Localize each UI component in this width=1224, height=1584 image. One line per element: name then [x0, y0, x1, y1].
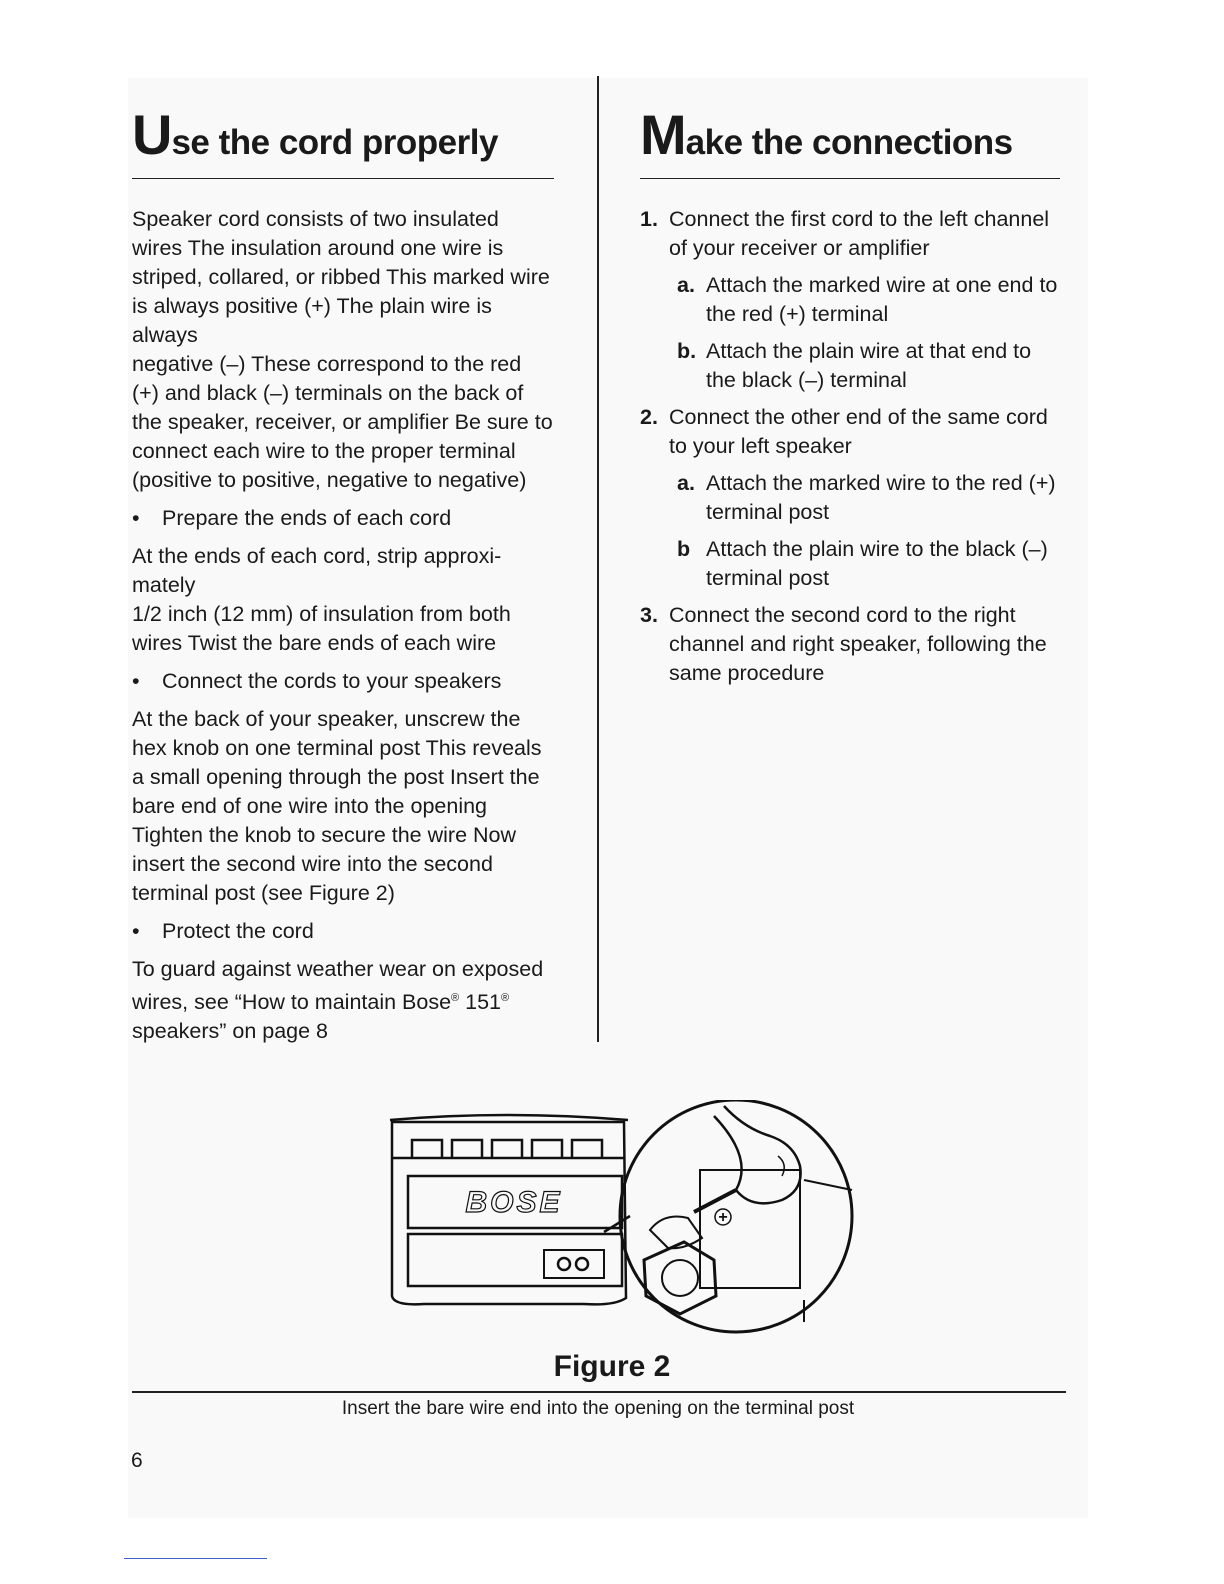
bullet-dot: •: [132, 919, 140, 943]
left-heading-text: se the cord properly: [171, 123, 498, 162]
left-body: [132, 205, 554, 1046]
step-1a: a. Attach the marked wire at one end to the red (+) terminal: [677, 273, 1058, 326]
bullet-prepare: [132, 504, 554, 533]
left-column: [132, 103, 554, 1046]
right-heading: [640, 103, 1060, 179]
intro-paragraph-1: Speaker cord consists of two insulated wires The insulation around one wire is striped, collared, or ribbed This marked wire is always positive (+) The plain wire is always: [132, 207, 550, 347]
right-heading-initial: M: [640, 103, 686, 166]
connection-steps: [640, 205, 1060, 688]
bullet-prepare-label: Prepare the ends of each cord: [162, 506, 452, 530]
bullet-protect-label: Protect the cord: [162, 919, 314, 943]
figure-title: Figure 2: [553, 1350, 671, 1383]
figure-illustration: [384, 1100, 864, 1340]
bose-logo: BOSE: [465, 1186, 563, 1219]
hex-knob: [644, 1242, 716, 1314]
bullet-dot: •: [132, 669, 140, 693]
intro-paragraph-2: negative (–) These correspond to the red (+) and black (–) terminals on the back of the speaker, receiver, or amplifier Be sure to connect each wire to the proper terminal (positive to positive, negative to negative): [132, 352, 553, 492]
step-3: 3. Connect the second cord to the right channel and right speaker, following the same procedure: [640, 603, 1047, 685]
page-number: 6: [131, 1449, 143, 1472]
prepare-text-1: At the ends of each cord, strip approxi-mately: [132, 544, 502, 597]
left-heading-initial: U: [132, 103, 172, 166]
bullet-connect: [132, 667, 554, 696]
speaker-top-tabs: [412, 1140, 602, 1158]
figure-caption: Insert the bare wire end into the opening on the terminal post: [341, 1398, 855, 1419]
magnifier-circle: [620, 1100, 852, 1332]
step-1: 1. Connect the first cord to the left channel of your receiver or amplifier: [640, 207, 1050, 260]
terminal-plate: [544, 1250, 604, 1278]
step-2: 2. Connect the other end of the same cord to your left speaker: [640, 405, 1048, 458]
bottom-link-underline: [124, 1558, 267, 1559]
bullet-dot: •: [132, 506, 140, 530]
figure-divider: [132, 1391, 1066, 1393]
protect-text: To guard against weather wear on exposed wires, see “How to maintain Bose® 151® speakers” on page 8: [132, 957, 544, 1044]
right-heading-text: ake the connections: [685, 123, 1013, 162]
right-column: [640, 103, 1060, 696]
bullet-connect-label: Connect the cords to your speakers: [162, 669, 502, 693]
step-1b: b. Attach the plain wire at that end to the black (–) terminal: [677, 339, 1032, 392]
connect-text: At the back of your speaker, unscrew the hex knob on one terminal post This reveals a small opening through the post Insert the bare end of one wire into the opening Tighten the knob to secure the wire Now insert the second wire into the second terminal post (see Figure 2): [132, 707, 542, 905]
left-heading: [132, 103, 554, 179]
speaker-illustration: [384, 1100, 864, 1340]
speaker-top-rim: [390, 1115, 628, 1120]
terminal-post-right: [576, 1258, 588, 1270]
step-2b: b Attach the plain wire to the black (–) terminal post: [677, 537, 1048, 590]
terminal-post-left: [558, 1258, 570, 1270]
column-divider: [597, 76, 599, 1042]
post-threads: [650, 1217, 702, 1249]
finger-outline: [714, 1106, 801, 1203]
step-2a: a. Attach the marked wire to the red (+) terminal post: [677, 471, 1056, 524]
prepare-text-2: 1/2 inch (12 mm) of insulation from both wires Twist the bare ends of each wire: [132, 602, 511, 655]
plus-terminal-symbol: +: [718, 1209, 728, 1226]
bullet-protect: [132, 917, 554, 946]
